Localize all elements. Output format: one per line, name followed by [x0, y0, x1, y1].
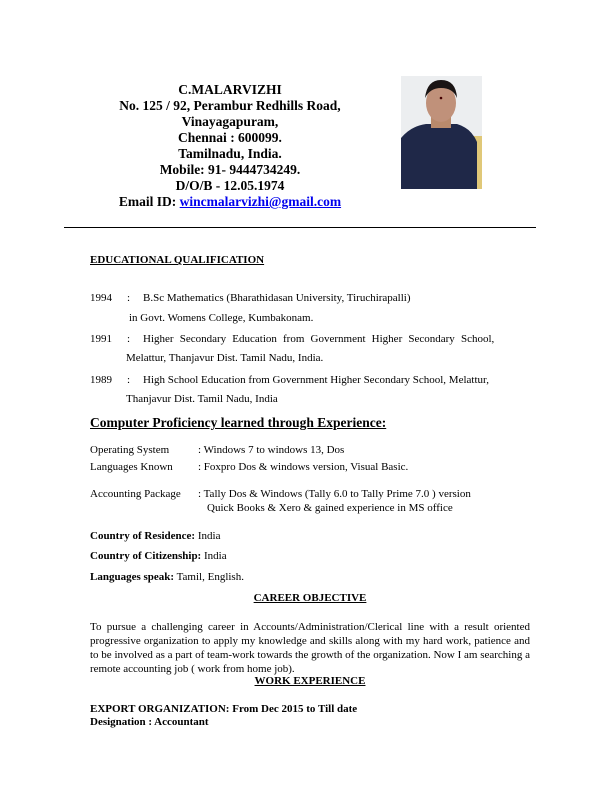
- work-designation: Designation : Accountant: [90, 716, 209, 728]
- dob: D/O/B - 12.05.1974: [175, 178, 285, 193]
- edu-sep: :: [127, 374, 131, 386]
- profile-photo: [401, 76, 482, 189]
- email-row: [60, 194, 400, 210]
- computer-heading: Computer Proficiency learned through Experience:: [90, 415, 387, 430]
- edu-line: Higher Secondary Education from Government Higher Secondary School,: [143, 333, 495, 345]
- edu-line: in Govt. Womens College, Kumbakonam.: [129, 312, 314, 324]
- email-link[interactable]: wincmalarvizhi@gmail.com: [179, 194, 342, 209]
- residence-value: India: [195, 530, 221, 542]
- header-divider: [64, 227, 536, 228]
- work-organization: EXPORT ORGANIZATION: From Dec 2015 to Till date: [90, 703, 358, 715]
- mobile: Mobile: 91- 9444734249.: [159, 162, 301, 177]
- edu-line: B.Sc Mathematics (Bharathidasan University, Tiruchirapalli): [143, 292, 411, 304]
- citizenship-label: Country of Citizenship:: [90, 550, 202, 562]
- acc-value-2: Quick Books & Xero & gained experience in MS office: [207, 502, 453, 514]
- languages-row: [90, 571, 244, 584]
- address-line: Tamilnadu, India.: [178, 146, 282, 161]
- edu-year: 1994: [90, 292, 112, 304]
- work-heading: WORK EXPERIENCE: [254, 675, 366, 687]
- edu-line: Thanjavur Dist. Tamil Nadu, India: [126, 393, 278, 405]
- address-line: Vinayagapuram,: [181, 114, 279, 129]
- os-label: Operating System: [90, 444, 170, 456]
- acc-label: Accounting Package: [90, 488, 181, 500]
- objective-text: To pursue a challenging career in Accounts/Administration/Clerical line with a result oriented progressive organization to apply my knowledge and skills along with my hard work, patience and to be involved as a part of team-work towards the growth of the organization. Now I am searching a remote accounting job ( work from home job).: [90, 621, 530, 675]
- residence-label: Country of Residence:: [90, 530, 196, 542]
- edu-sep: :: [127, 333, 131, 345]
- lang-label: Languages Known: [90, 461, 173, 473]
- citizenship-value: India: [201, 550, 227, 562]
- os-value: : Windows 7 to windows 13, Dos: [198, 444, 345, 456]
- candidate-name: C.MALARVIZHI: [178, 82, 282, 97]
- edu-line: Melattur, Thanjavur Dist. Tamil Nadu, India.: [126, 352, 324, 364]
- edu-sep: :: [127, 292, 131, 304]
- languages-label: Languages speak:: [90, 571, 175, 583]
- address-line: No. 125 / 92, Perambur Redhills Road,: [119, 98, 341, 113]
- residence-row: [90, 530, 220, 543]
- edu-year: 1989: [90, 374, 112, 386]
- citizenship-row: [90, 550, 227, 563]
- education-heading: EDUCATIONAL QUALIFICATION: [90, 254, 265, 266]
- objective-heading: CAREER OBJECTIVE: [253, 592, 367, 604]
- email-label: Email ID:: [118, 194, 180, 209]
- edu-year: 1991: [90, 333, 112, 345]
- edu-line: High School Education from Government Higher Secondary School, Melattur,: [143, 374, 489, 386]
- acc-value: : Tally Dos & Windows (Tally 6.0 to Tally Prime 7.0 ) version: [198, 488, 471, 500]
- lang-value: : Foxpro Dos & windows version, Visual Basic.: [198, 461, 409, 473]
- address-line: Chennai : 600099.: [178, 130, 282, 145]
- languages-value: Tamil, English.: [174, 571, 244, 583]
